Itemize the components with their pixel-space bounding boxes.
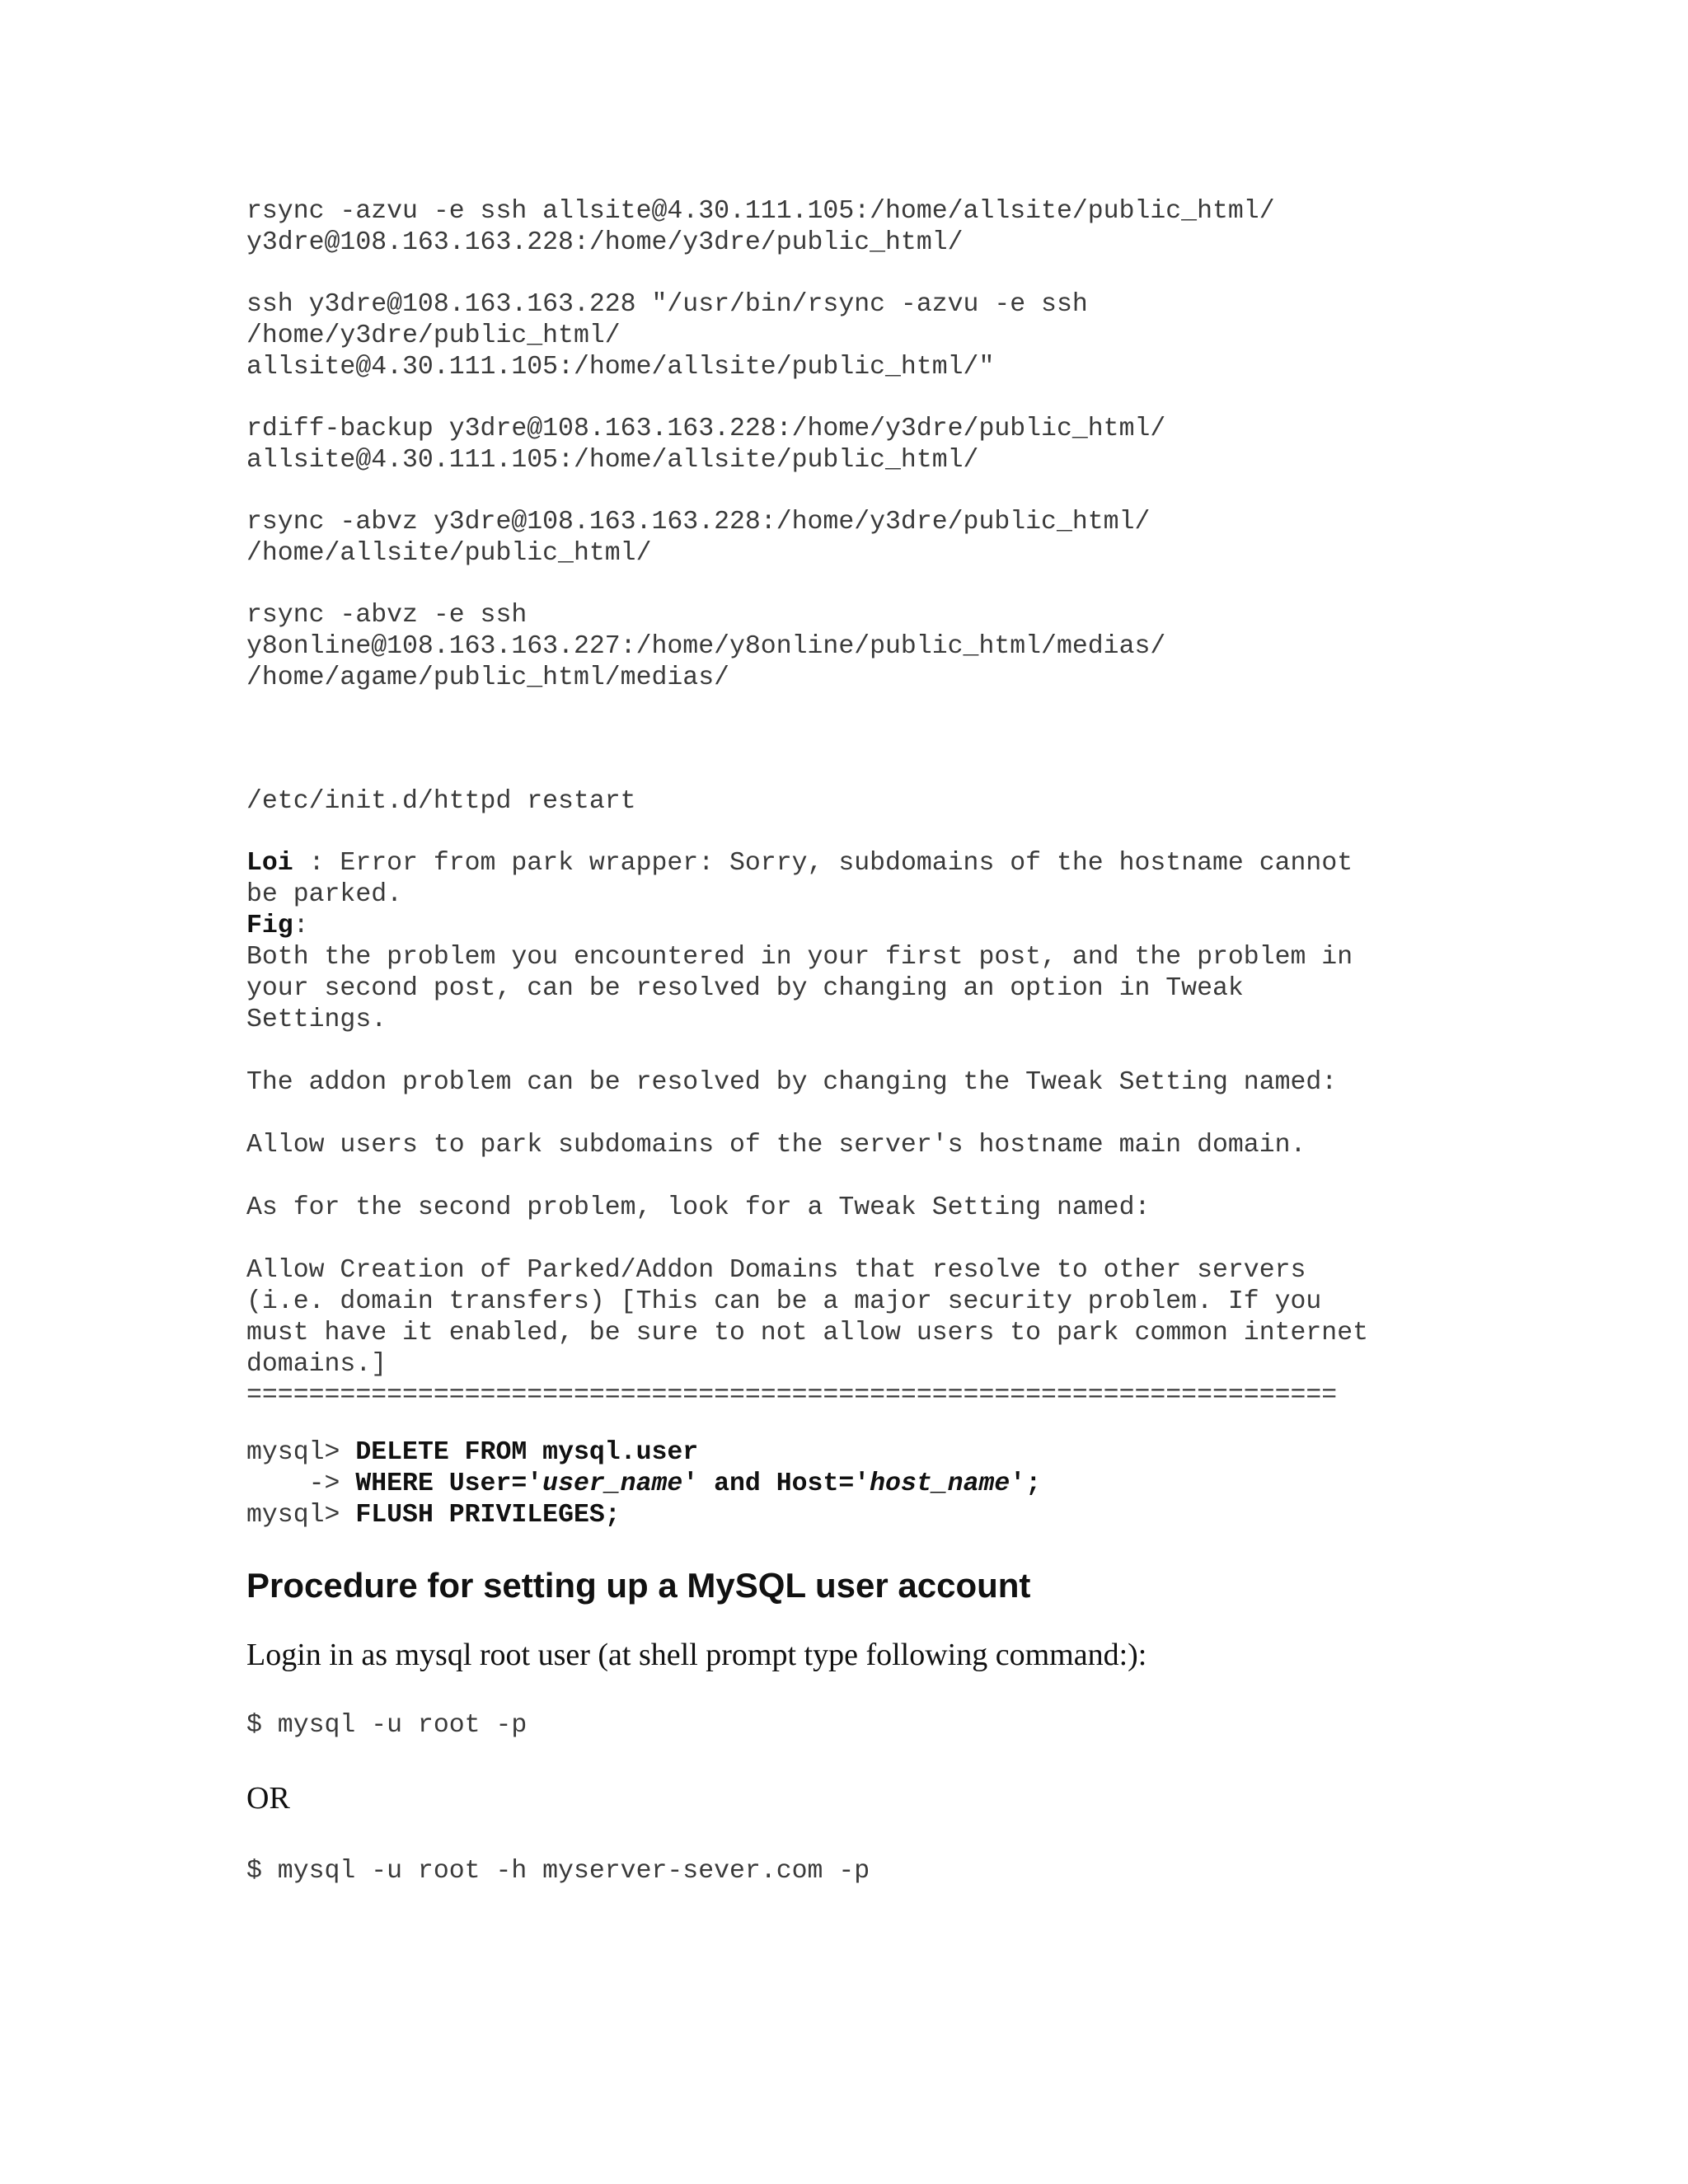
allow-creation-line-3: must have it enabled, be sure to not allow users to park common internet bbox=[246, 1319, 1369, 1347]
separator-line: ====================================================================== bbox=[246, 1381, 1338, 1410]
mysql-prompt: mysql> bbox=[246, 1438, 356, 1467]
fig-colon: : bbox=[293, 912, 309, 940]
flush-privileges-command: FLUSH PRIVILEGES; bbox=[355, 1501, 621, 1530]
fig-line-3: Settings. bbox=[246, 1005, 387, 1034]
fig-line-1: Both the problem you encountered in your first post, and the problem in bbox=[246, 943, 1353, 972]
login-instruction: Login in as mysql root user (at shell prompt type following command:): bbox=[246, 1638, 1147, 1672]
rdiff-backup-command bbox=[246, 414, 1165, 476]
user-name-placeholder: user_name bbox=[542, 1469, 683, 1498]
rsync-4-line-2: /home/allsite/public_html/ bbox=[246, 539, 652, 568]
rsync-5-line-2: y8online@108.163.163.227:/home/y8online/public_html/medias/ bbox=[246, 632, 1166, 661]
rdiff-line-1: rdiff-backup y3dre@108.163.163.228:/home/y3dre/public_html/ bbox=[246, 415, 1166, 443]
rsync-5-line-3: /home/agame/public_html/medias/ bbox=[246, 663, 729, 692]
allow-creation-line-4: domains.] bbox=[246, 1350, 387, 1379]
or-separator: OR bbox=[246, 1781, 290, 1816]
rdiff-line-2: allsite@4.30.111.105:/home/allsite/public_html/ bbox=[246, 446, 979, 475]
allow-users-setting: Allow users to park subdomains of the server's hostname main domain. bbox=[246, 1131, 1306, 1160]
rsync-1-line-1: rsync -azvu -e ssh allsite@4.30.111.105:/home/allsite/public_html/ bbox=[246, 197, 1275, 226]
loi-label: Loi bbox=[246, 849, 293, 878]
continuation-arrow: -> bbox=[246, 1469, 356, 1498]
where-clause: WHERE User='user_name' and Host='host_name'; bbox=[355, 1469, 1042, 1498]
delete-command: DELETE FROM mysql.user bbox=[355, 1438, 699, 1467]
allow-creation-line-2: (i.e. domain transfers) [This can be a major security problem. If you bbox=[246, 1287, 1322, 1316]
host-name-placeholder: host_name bbox=[870, 1469, 1010, 1498]
rsync-1-line-2: y3dre@108.163.163.228:/home/y3dre/public_html/ bbox=[246, 228, 964, 257]
allow-creation-line-1: Allow Creation of Parked/Addon Domains that resolve to other servers bbox=[246, 1256, 1306, 1285]
mysql-prompt: mysql> bbox=[246, 1501, 356, 1530]
httpd-restart-command bbox=[246, 786, 636, 818]
fig-label: Fig bbox=[246, 912, 293, 940]
ssh-line-3: allsite@4.30.111.105:/home/allsite/public_html/" bbox=[246, 353, 995, 382]
loi-text-2: be parked. bbox=[246, 880, 403, 909]
ssh-line-1: ssh y3dre@108.163.163.228 "/usr/bin/rsync -azvu -e ssh bbox=[246, 290, 1088, 319]
ssh-line-2: /home/y3dre/public_html/ bbox=[246, 321, 621, 350]
procedure-heading: Procedure for setting up a MySQL user account bbox=[246, 1566, 1031, 1605]
fig-line-2: your second post, can be resolved by changing an option in Tweak bbox=[246, 974, 1244, 1003]
rsync-4-line-1: rsync -abvz y3dre@108.163.163.228:/home/y3dre/public_html/ bbox=[246, 508, 1151, 537]
mysql-remote-login-command: $ mysql -u root -h myserver-sever.com -p bbox=[246, 1857, 870, 1886]
httpd-restart-line: /etc/init.d/httpd restart bbox=[246, 787, 636, 816]
rsync-command-4 bbox=[246, 507, 1150, 569]
second-problem-line: As for the second problem, look for a Tweak Setting named: bbox=[246, 1193, 1151, 1222]
rsync-command-5 bbox=[246, 600, 1165, 694]
mysql-login-command: $ mysql -u root -p bbox=[246, 1711, 528, 1740]
ssh-rsync-command bbox=[246, 289, 1088, 383]
park-wrapper-error-note bbox=[246, 848, 1368, 1412]
rsync-5-line-1: rsync -abvz -e ssh bbox=[246, 601, 528, 630]
addon-problem-line: The addon problem can be resolved by changing the Tweak Setting named: bbox=[246, 1068, 1338, 1097]
mysql-delete-user-block bbox=[246, 1437, 1041, 1531]
loi-text-1: : Error from park wrapper: Sorry, subdomains of the hostname cannot bbox=[293, 849, 1353, 878]
rsync-command-1 bbox=[246, 196, 1275, 259]
